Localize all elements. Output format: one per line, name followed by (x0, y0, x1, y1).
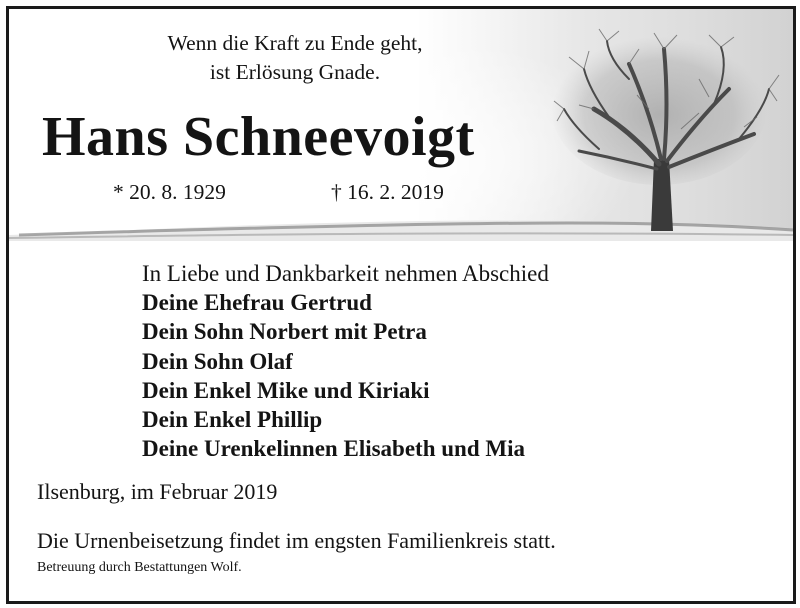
header-background (9, 9, 793, 241)
mourner-line: Deine Ehefrau Gertrud (142, 290, 372, 316)
mourner-line: Dein Sohn Olaf (142, 348, 293, 374)
verse (129, 29, 461, 87)
farewell-intro: In Liebe und Dankbarkeit nehmen Abschied (142, 261, 549, 286)
mourner-line: Dein Enkel Phillip (142, 407, 323, 433)
deceased-name: Hans Schneevoigt (42, 106, 475, 168)
verse-line-2: ist Erlösung Gnade. (209, 60, 381, 84)
mourner-line: Dein Enkel Mike und Kiriaki (142, 377, 430, 403)
farewell-section (142, 259, 549, 463)
obituary-notice (6, 6, 796, 604)
verse-line-1: Wenn die Kraft zu Ende geht, (167, 31, 423, 55)
mourner-line: Deine Urenkelinnen Elisabeth und Mia (142, 436, 525, 462)
burial-notice: Die Urnenbeisetzung findet im engsten Familienkreis statt. (37, 528, 556, 553)
birth-date: * 20. 8. 1929 (113, 180, 226, 204)
place-and-date: Ilsenburg, im Februar 2019 (37, 479, 278, 504)
mourner-line: Dein Sohn Norbert mit Petra (142, 319, 427, 345)
undertaker-note: Betreuung durch Bestattungen Wolf. (37, 560, 242, 575)
death-date: † 16. 2. 2019 (331, 180, 444, 204)
